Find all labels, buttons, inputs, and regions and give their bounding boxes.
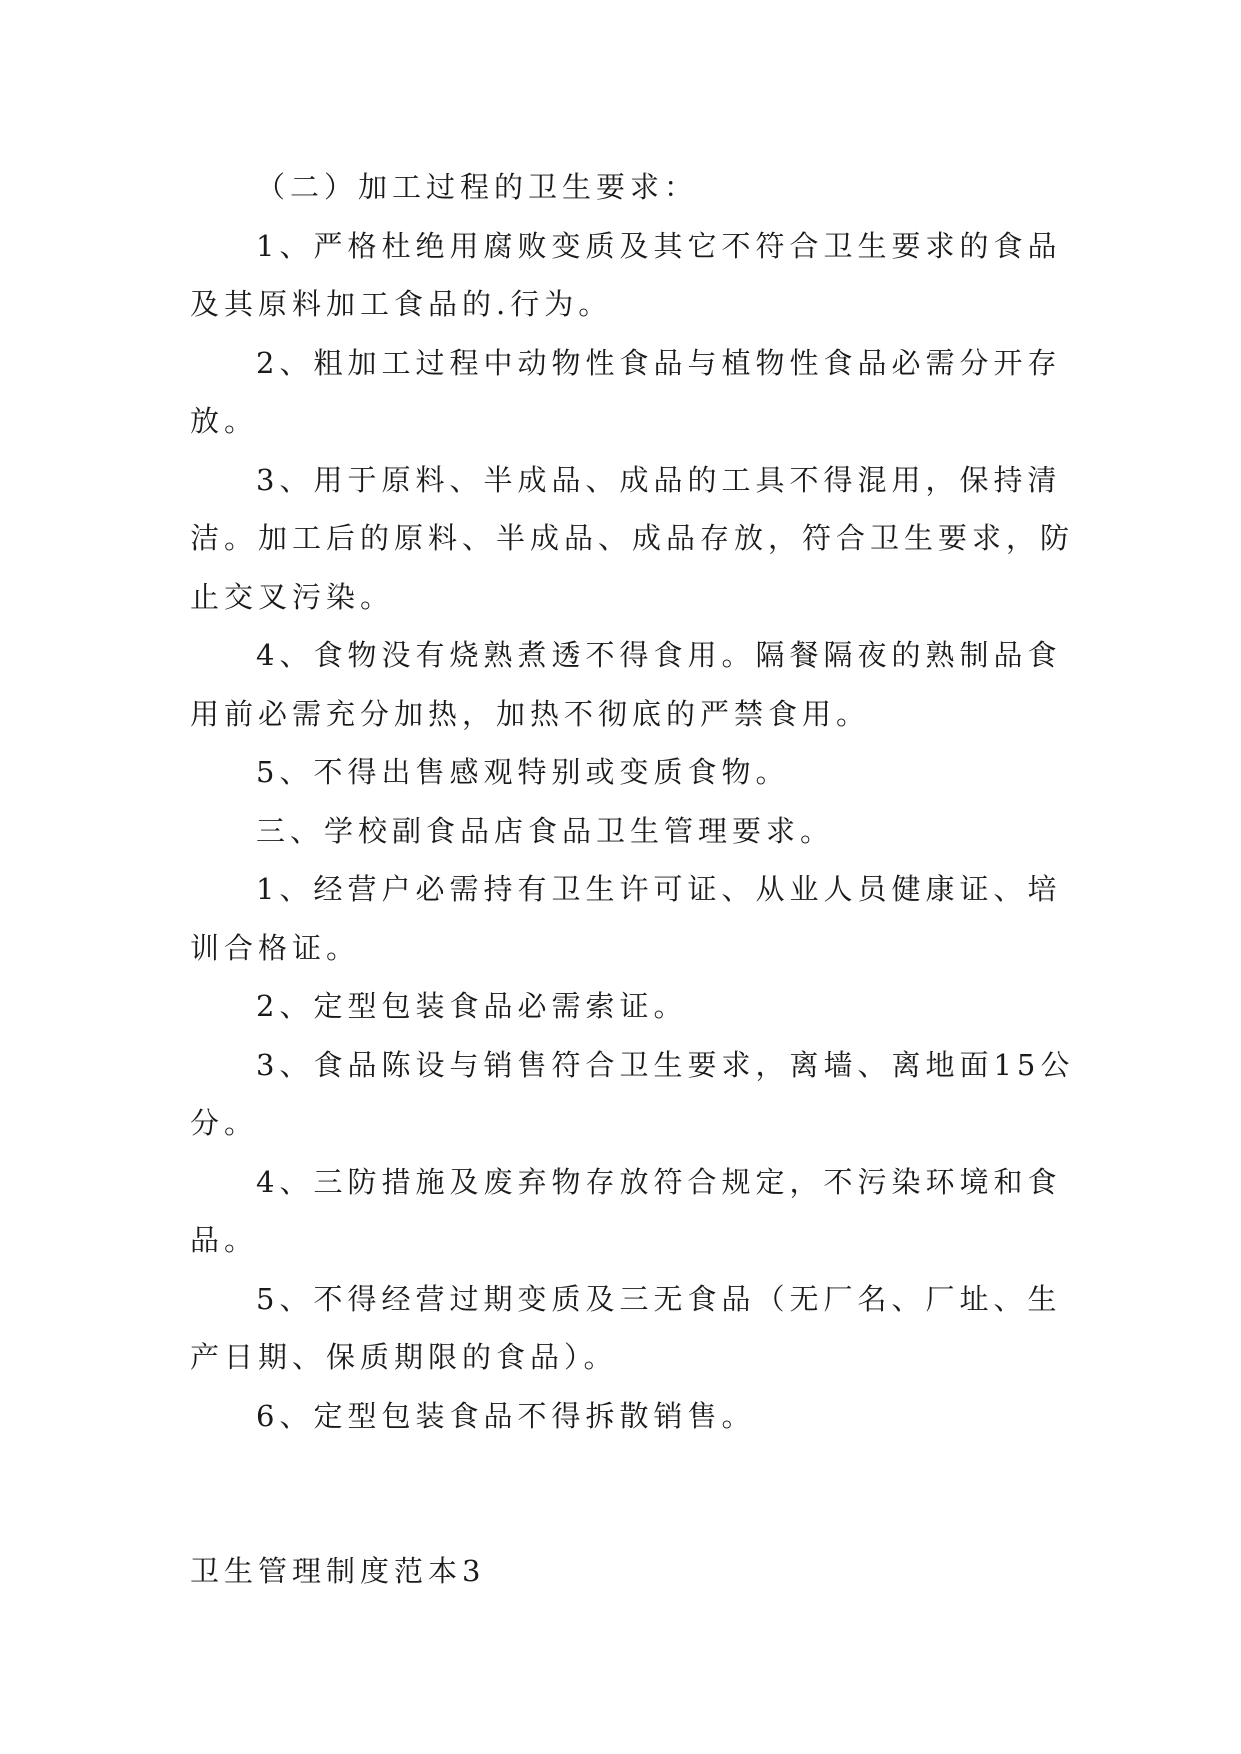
paragraph-line: 2、粗加工过程中动物性食品与植物性食品必需分开存 (256, 345, 1062, 380)
paragraph-line: 止交叉污染。 (190, 579, 395, 614)
section-heading-store: 三、学校副食品店食品卫生管理要求。 (256, 813, 835, 848)
paragraph-line: 1、经营户必需持有卫生许可证、从业人员健康证、培 (256, 872, 1062, 906)
paragraph-line: 1、严格杜绝用腐败变质及其它不符合卫生要求的食品 (256, 228, 1062, 263)
paragraph-line: 训合格证。 (190, 930, 361, 965)
paragraph-line: 洁。加工后的原料、半成品、成品存放，符合卫生要求，防 (190, 521, 1075, 555)
paragraph-line: 4、食物没有烧熟煮透不得食用。隔餐隔夜的熟制品食 (256, 638, 1062, 672)
paragraph-line: 6、定型包装食品不得拆散销售。 (256, 1398, 756, 1433)
paragraph-line: 2、定型包装食品必需索证。 (256, 989, 688, 1023)
paragraph-line: 品。 (190, 1223, 259, 1257)
paragraph-line: 用前必需充分加热，加热不彻底的严禁食用。 (190, 696, 871, 731)
paragraph-line: 及其原料加工食品的.行为。 (190, 287, 613, 321)
paragraph-line: 分。 (190, 1106, 259, 1140)
paragraph-line: 5、不得经营过期变质及三无食品（无厂名、厂址、生 (256, 1281, 1062, 1316)
paragraph-line: 产日期、保质期限的食品）。 (190, 1340, 618, 1374)
paragraph-line: 放。 (190, 404, 259, 438)
paragraph-line: 4、三防措施及废弃物存放符合规定，不污染环境和食 (256, 1164, 1062, 1199)
document-body (190, 158, 1075, 1601)
paragraph-line: 5、不得出售感观特别或变质食物。 (256, 755, 790, 789)
document-section-title: 卫生管理制度范本3 (190, 1554, 486, 1588)
section-gap (190, 1445, 1050, 1542)
paragraph-line: 3、食品陈设与销售符合卫生要求，离墙、离地面15公 (256, 1047, 1075, 1082)
section-heading-processing: （二）加工过程的卫生要求： (256, 170, 699, 204)
paragraph-line: 3、用于原料、半成品、成品的工具不得混用，保持清 (256, 462, 1062, 497)
